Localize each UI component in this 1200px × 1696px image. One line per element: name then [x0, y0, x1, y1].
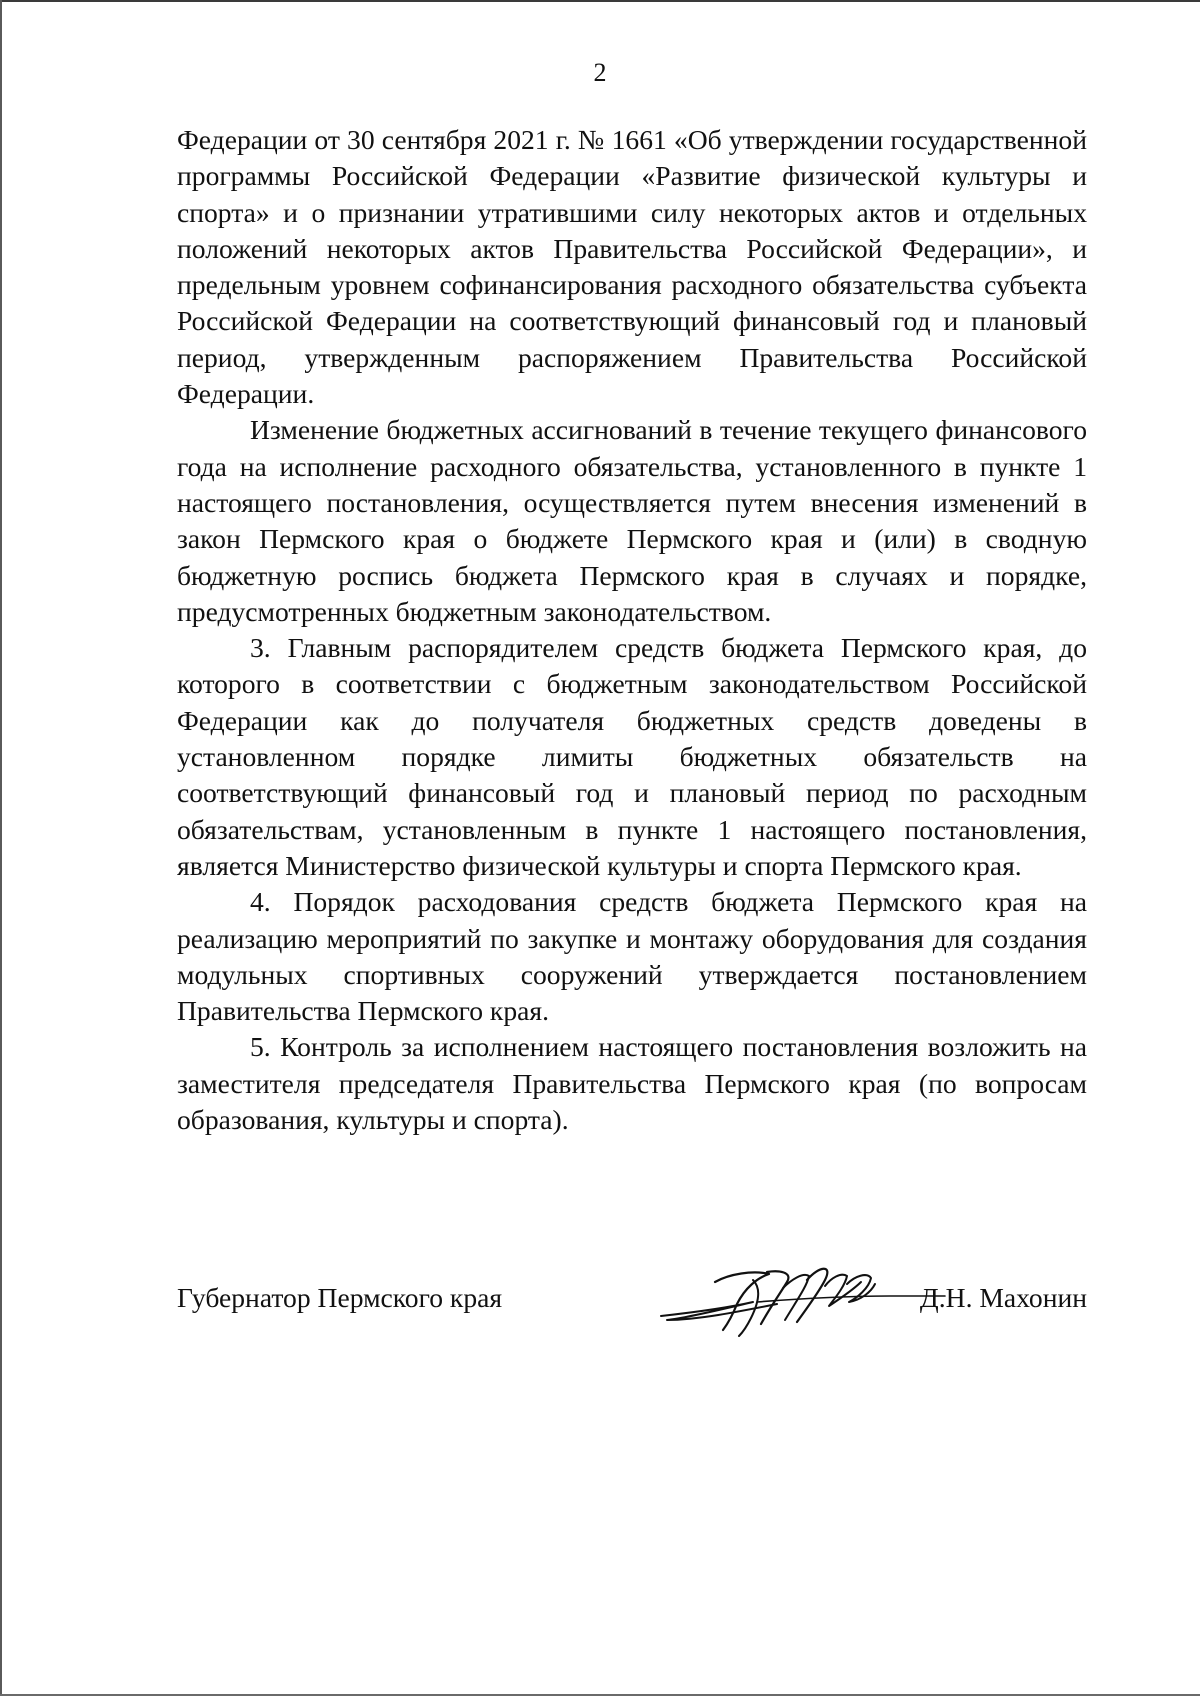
paragraph-item-4: 4. Порядок расходования средств бюджета Пермского края на реализацию мероприятий по закупке и монтажу оборудования для создания модульных спортивных сооружений утверждается постановлением Правительства Пермского края. — [177, 886, 1087, 1027]
scan-edge-left — [0, 0, 2, 1696]
scan-edge-top — [0, 0, 1200, 2]
paragraph-continuation: Федерации от 30 сентября 2021 г. № 1661 «Об утверждении государственной программы Российской Федерации «Развитие физической культуры и спорта» и о признании утратившими силу некоторых актов и отдельных положений некоторых актов Правительства Российской Федерации», и предельным уровнем софинансирования расходного обязательства субъекта Российской Федерации на соответствующий финансовый год и плановый период, утвержденным распоряжением Правительства Российской Федерации. — [177, 124, 1087, 410]
signer-title: Губернатор Пермского края — [177, 1282, 503, 1313]
paragraph-budget-changes: Изменение бюджетных ассигнований в течение текущего финансового года на исполнение расходного обязательства, установленного в пункте 1 настоящего постановления, осуществляется путем внесения изменений в закон Пермского края о бюджете Пермского края и (или) в сводную бюджетную роспись бюджета Пермского края в случаях и порядке, предусмотренных бюджетным законодательством. — [177, 414, 1087, 627]
page-number: 2 — [593, 58, 607, 87]
handwritten-signature — [657, 1258, 947, 1338]
paragraph-item-5: 5. Контроль за исполнением настоящего постановления возложить на заместителя председателя Правительства Пермского края (по вопросам образования, культуры и спорта). — [177, 1031, 1087, 1136]
signature-block — [177, 1266, 1087, 1346]
signer-name: Д.Н. Махонин — [919, 1282, 1087, 1313]
paragraph-item-3: 3. Главным распорядителем средств бюджета Пермского края, до которого в соответствии с бюджетным законодательством Российской Федерации как до получателя бюджетных средств доведены в установленном порядке лимиты бюджетных обязательств на соответствующий финансовый год и плановый период по расходным обязательствам, установленным в пункте 1 настоящего постановления, является Министерство физической культуры и спорта Пермского края. — [177, 632, 1087, 881]
document-body — [177, 122, 1087, 1138]
